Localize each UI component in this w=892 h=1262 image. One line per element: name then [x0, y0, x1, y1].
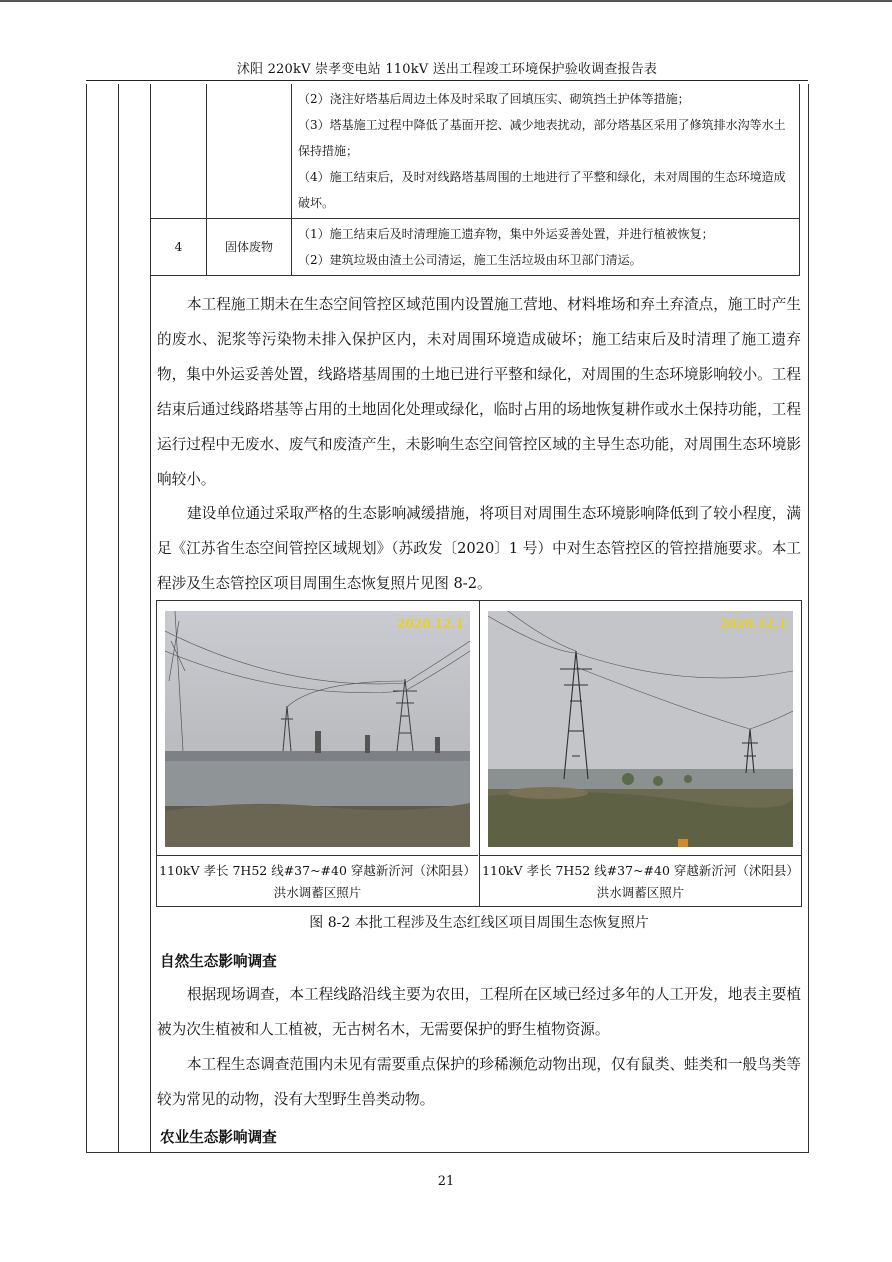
page-header: 沭阳 220kV 崇孝变电站 110kV 送出工程竣工环境保护验收调查报告表	[236, 62, 658, 77]
photo-date-stamp: 2020.12.1	[397, 617, 464, 631]
paragraph-construction-impact: 本工程施工期未在生态空间管控区域范围内设置施工营地、材料堆场和弃土弃渣点，施工时产生的废水、泥浆等污染物未排入保护区内，未对周围环境造成破坏；施工结束后及时清理了施工遗弃物，集中外运妥善处置，线路塔基周围的土地已进行平整和绿化，对周围的生态环境影响较小。工程结束后通过线路塔基等占用的土地固化处理或绿化，临时占用的场地恢复耕作或水土保持功能，工程运行过程中无废水、废气和废渣产生，未影响生态空间管控区域的主导生态功能，对周围生态环境影响较小。	[157, 296, 801, 488]
row-category-cell	[207, 84, 292, 219]
page-number: 21	[437, 1174, 455, 1189]
photo-table	[156, 600, 802, 907]
photo-cell-left	[157, 601, 478, 906]
paragraph-vegetation: 根据现场调查，本工程线路沿线主要为农田，工程所在区域已经过多年的人工开发，地表主要植被为次生植被和人工植被，无古树名木，无需要保护的野生植物资源。	[157, 986, 801, 1038]
top-border	[0, 0, 892, 6]
caption-line: 洪水调蓄区照片	[273, 885, 362, 900]
river-tower-photo-right	[488, 611, 793, 847]
measure-item: （4）施工结束后，及时对线路塔基周围的土地进行了平整和绿化，未对周围的生态环境造成破坏。	[298, 170, 786, 210]
measures-table	[150, 84, 800, 276]
left-column-divider-1	[118, 84, 119, 1153]
subhead-agricultural-ecology: 农业生态影响调查	[160, 1129, 277, 1146]
photo-date-stamp: 2020.12.1	[720, 617, 787, 631]
row-number-cell: 4	[151, 219, 207, 276]
row-category-cell: 固体废物	[207, 219, 292, 276]
caption-line: 110kV 孝长 7H52 线#37~#40 穿越新沂河（沭阳县）	[482, 863, 799, 878]
row-measures-cell	[292, 219, 800, 276]
caption-line: 110kV 孝长 7H52 线#37~#40 穿越新沂河（沭阳县）	[159, 863, 476, 878]
row-number-cell	[151, 84, 207, 219]
photo-right	[488, 611, 793, 847]
paragraph-animals: 本工程生态调查范围内未见有需要重点保护的珍稀濒危动物出现，仅有鼠类、蛙类和一般鸟类等较为常见的动物，没有大型野生兽类动物。	[157, 1056, 801, 1108]
figure-caption: 图 8-2 本批工程涉及生态红线区项目周围生态恢复照片	[309, 915, 649, 931]
measure-item: （2）建筑垃圾由渣土公司清运，施工生活垃圾由环卫部门清运。	[298, 253, 642, 267]
header-rule	[86, 80, 808, 81]
caption-line: 洪水调蓄区照片	[596, 885, 685, 900]
measure-item: （2）浇注好塔基后周边土体及时采取了回填压实、砌筑挡土护体等措施；	[298, 92, 690, 106]
measure-item: （3）塔基施工过程中降低了基面开挖、减少地表扰动，部分塔基区采用了修筑排水沟等水土保持措施；	[298, 118, 786, 158]
photo-caption	[157, 855, 478, 904]
table-row	[151, 219, 800, 276]
river-tower-photo-left	[165, 611, 470, 847]
photo-caption	[480, 855, 801, 904]
subhead-natural-ecology: 自然生态影响调查	[160, 953, 277, 970]
table-row	[151, 84, 800, 219]
paragraph-mitigation: 建设单位通过采取严格的生态影响减缓措施，将项目对周围生态环境影响降低到了较小程度，满足《江苏省生态空间管控区域规划》（苏政发〔2020〕1 号）中对生态管控区的管控措施要求。本工程涉及生态管控区项目周围生态恢复照片见图 8-2。	[157, 505, 801, 592]
photo-left	[165, 611, 470, 847]
row-measures-cell	[292, 84, 800, 219]
measure-item: （1）施工结束后及时清理施工遗弃物，集中外运妥善处置，并进行植被恢复；	[298, 227, 714, 241]
photo-cell-right	[479, 601, 801, 906]
